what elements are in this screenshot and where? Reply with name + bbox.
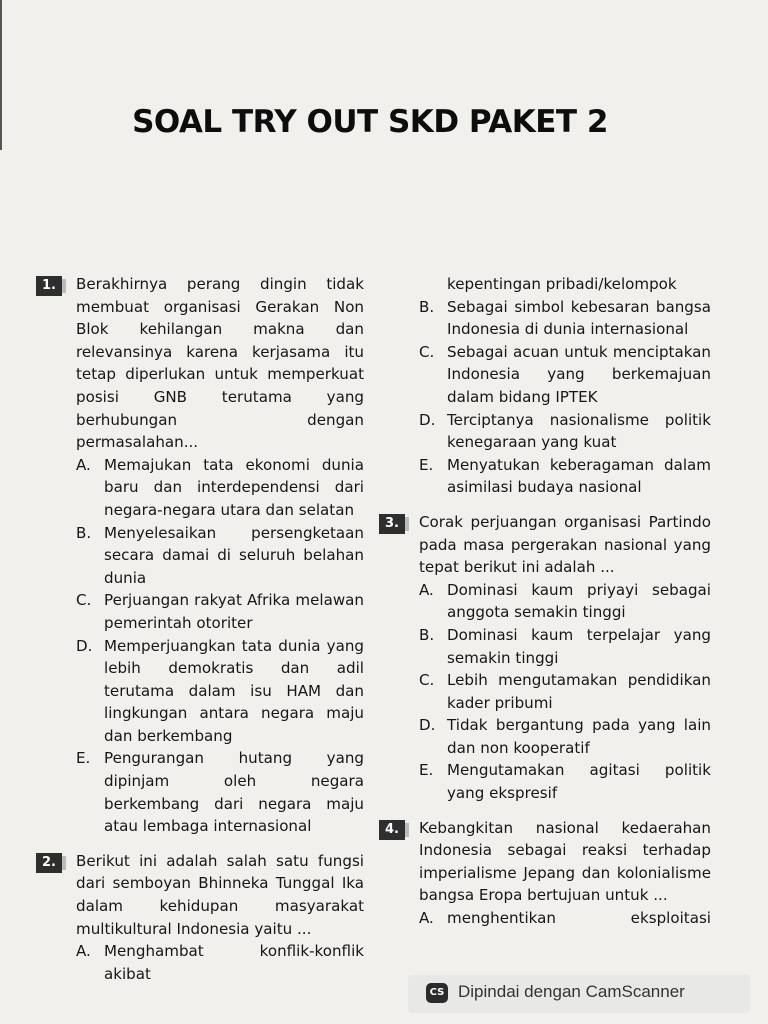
option-letter: C. <box>419 342 435 361</box>
option-letter: C. <box>419 671 435 690</box>
option-text: Memperjuangkan tata dunia yang lebih demokratis dan adil terutama dalam isu HAM dan lingkungan antara negara maju dan berkembang <box>104 636 364 745</box>
option-letter: A. <box>419 580 434 599</box>
option-b <box>36 522 364 590</box>
right-column <box>379 273 711 930</box>
question-number-badge: 2. <box>36 853 62 873</box>
option-letter: E. <box>419 761 434 780</box>
page-title: SOAL TRY OUT SKD PAKET 2 <box>132 104 608 140</box>
option-b <box>379 624 711 669</box>
option-text: Sebagai acuan untuk menciptakan Indonesia yang berkemajuan dalam bidang IPTEK <box>447 342 711 406</box>
option-text: Lebih mengutamakan pendidikan kader pribumi <box>447 671 711 712</box>
camscanner-watermark <box>408 975 750 1013</box>
option-letter: A. <box>76 455 91 474</box>
option-text: Menghambat konflik-konflik akibat <box>104 942 364 983</box>
question-2 <box>36 850 364 986</box>
option-letter: E. <box>76 749 91 768</box>
option-letter: B. <box>76 523 92 542</box>
question-1 <box>36 273 364 838</box>
option-text: Pengurangan hutang yang dipinjam oleh negara berkembang dari negara maju atau lembaga internasional <box>104 749 364 836</box>
option-letter: A. <box>76 942 91 961</box>
option-text: Perjuangan rakyat Afrika melawan pemerintah otoriter <box>104 591 364 632</box>
option-letter: D. <box>419 410 436 429</box>
option-c <box>379 669 711 714</box>
option-text: Dominasi kaum priyayi sebagai anggota semakin tinggi <box>447 580 711 622</box>
question-text: Berikut ini adalah salah satu fungsi dari semboyan Bhinneka Tunggal Ika dalam kehidupan masyarakat multikultural Indonesia yaitu ... <box>76 851 364 938</box>
option-letter: D. <box>76 636 93 655</box>
option-text: Mengutamakan agitasi politik yang ekspresif <box>447 761 711 803</box>
option-text: Sebagai simbol kebesaran bangsa Indonesia di dunia internasional <box>447 297 711 339</box>
option-letter: C. <box>76 591 92 610</box>
option-text: Tidak bergantung pada yang lain dan non kooperatif <box>447 716 711 757</box>
option-text: menghentikan eksploitasi <box>447 909 711 928</box>
option-letter: B. <box>419 297 435 316</box>
option-a-continuation: kepentingan pribadi/kelompok <box>447 275 677 293</box>
option-letter: B. <box>419 625 435 644</box>
option-b <box>379 296 711 341</box>
option-text: Dominasi kaum terpelajar yang semakin tinggi <box>447 625 711 667</box>
option-text: Memajukan tata ekonomi dunia baru dan interdependensi dari negara-negara utara dan selatan <box>104 455 364 519</box>
option-letter: D. <box>419 716 436 735</box>
question-4 <box>379 817 711 930</box>
option-letter: E. <box>419 455 434 474</box>
option-letter: A. <box>419 909 434 928</box>
option-e <box>379 759 711 804</box>
watermark-text: Dipindai dengan CamScanner <box>458 982 685 1001</box>
question-number-badge: 3. <box>379 514 405 534</box>
option-text: Menyelesaikan persengketaan secara damai di seluruh belahan dunia <box>104 523 364 587</box>
question-text: Corak perjuangan organisasi Partindo pada masa pergerakan nasional yang tepat berikut ini adalah ... <box>419 512 711 577</box>
option-d <box>379 409 711 454</box>
camscanner-logo-icon: CS <box>426 983 448 1003</box>
option-d <box>379 714 711 759</box>
option-text: Terciptanya nasionalisme politik kenegaraan yang kuat <box>447 410 711 452</box>
question-number-badge: 1. <box>36 276 62 296</box>
option-a <box>379 579 711 624</box>
option-text: Menyatukan keberagaman dalam asimilasi budaya nasional <box>447 455 711 497</box>
question-text: Berakhirnya perang dingin tidak membuat organisasi Gerakan Non Blok kehilangan makna dan relevansinya karena kerjasama itu tetap diperlukan untuk memperkuat posisi GNB terutama yang berhubungan dengan permasalahan... <box>76 275 364 452</box>
option-a <box>36 940 364 985</box>
option-c <box>379 341 711 409</box>
question-text: Kebangkitan nasional kedaerahan Indonesia sebagai reaksi terhadap imperialisme Jepang dan kolonialisme bangsa Eropa bertujuan untuk ... <box>419 818 711 905</box>
question-3 <box>379 511 711 805</box>
option-c <box>36 589 364 634</box>
left-column <box>36 273 364 985</box>
option-e <box>379 454 711 499</box>
option-a <box>36 454 364 522</box>
option-e <box>36 747 364 837</box>
option-a <box>379 907 711 930</box>
question-number-badge: 4. <box>379 820 405 840</box>
option-d <box>36 635 364 748</box>
